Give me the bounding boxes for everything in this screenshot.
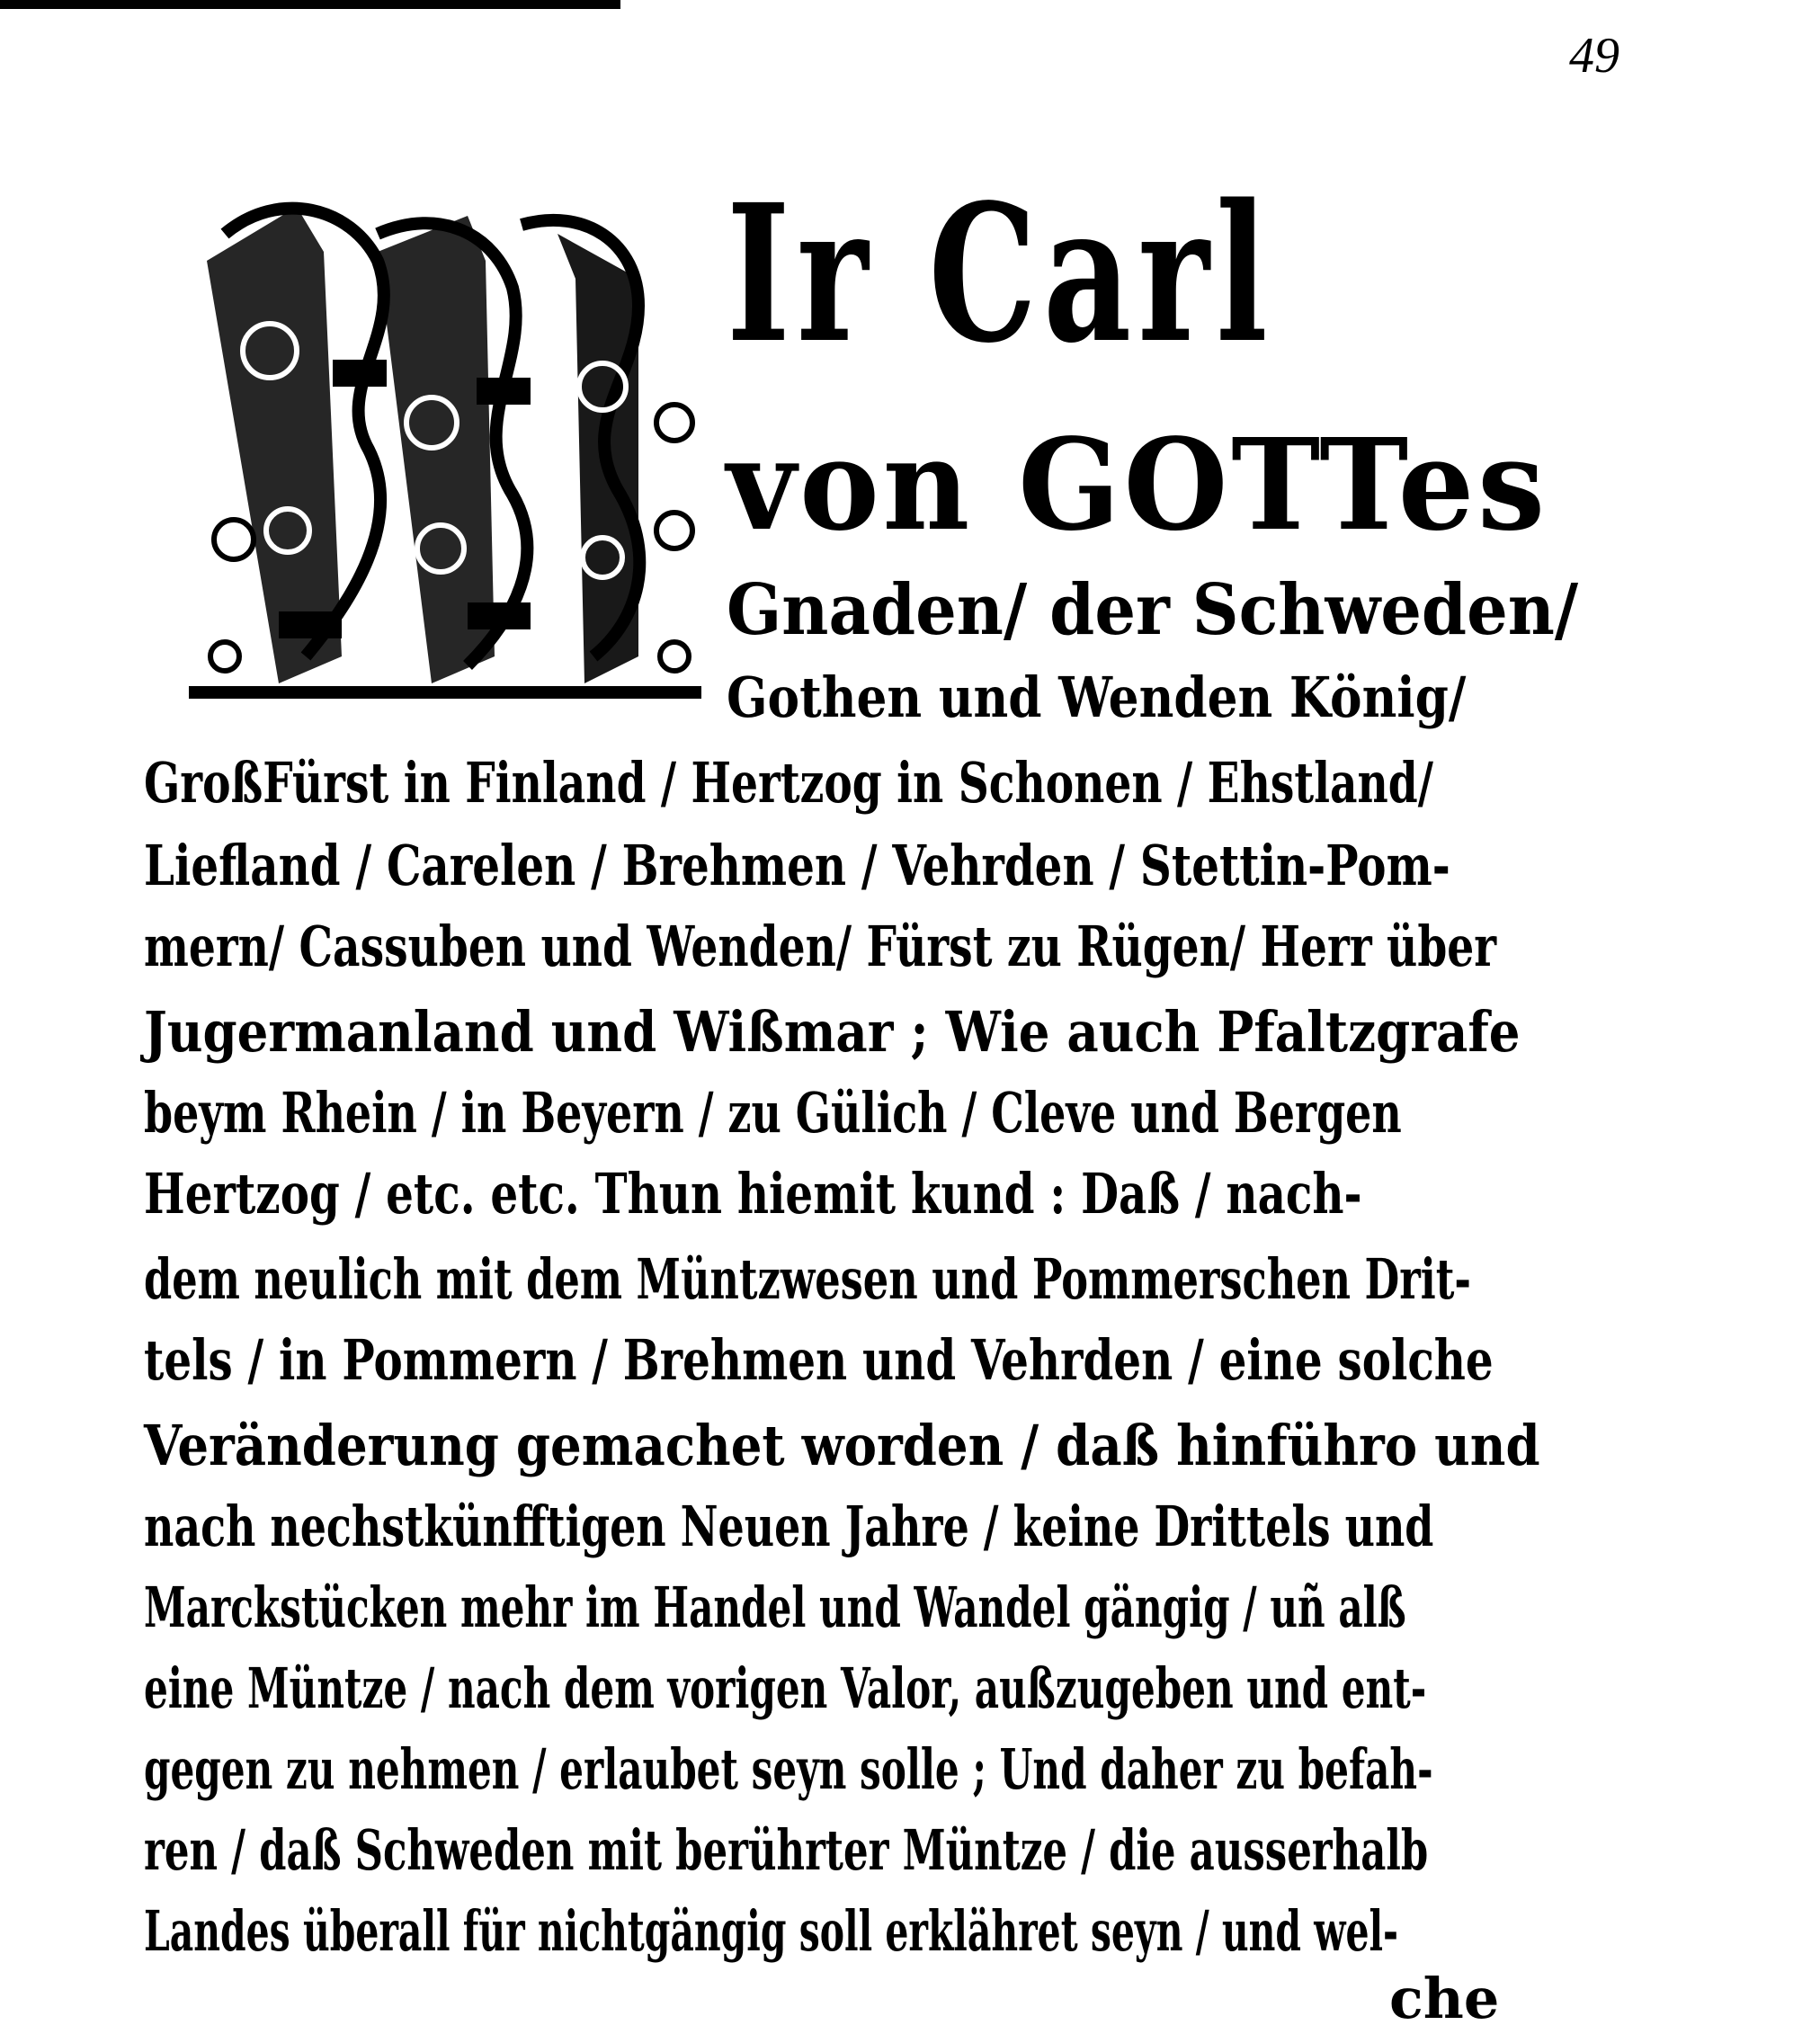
text-line: Veränderung gemachet worden / daß hinführo und	[144, 1413, 1540, 1478]
text-line: tels / in Pommern / Brehmen und Vehrden / eine solche	[144, 1327, 1494, 1393]
ornament-icon	[171, 153, 719, 719]
text-line: dem neulich mit dem Müntzwesen und Pommerschen Drit-	[144, 1246, 1471, 1312]
text-line: gegen zu nehmen / erlaubet seyn solle ; Und daher zu befah-	[144, 1736, 1433, 1802]
text-line: Landes überall für nichtgängig soll erklähret seyn / und wel-	[144, 1898, 1399, 1964]
text-line: ren / daß Schweden mit berührter Müntze / die ausserhalb	[144, 1817, 1429, 1883]
text-line: mern/ Cassuben und Wenden/ Fürst zu Rügen/ Herr über	[144, 914, 1497, 979]
text-line: nach nechstkünfftigen Neuen Jahre / keine Drittels und	[144, 1494, 1434, 1559]
catchword: che	[1389, 1966, 1500, 2031]
scan-edge-bar	[0, 0, 620, 9]
text-line: Marckstücken mehr im Handel und Wandel gängig / uñ alß	[144, 1575, 1406, 1640]
text-line: Liefland / Carelen / Brehmen / Vehrden / Stettin-Pom-	[144, 833, 1450, 898]
text-line: Gnaden/ der Schweden/	[727, 569, 1579, 651]
text-line: Jugermanland und Wißmar ; Wie auch Pfaltzgrafe	[144, 999, 1521, 1065]
page-number: 49	[1569, 28, 1619, 84]
text-line: Hertzog / etc. etc. Thun hiemit kund : Daß / nach-	[144, 1161, 1362, 1227]
text-line: GroßFürst in Finland / Hertzog in Schonen / Ehstland/	[144, 750, 1433, 816]
heading-ir-carl: Ir Carl	[727, 163, 1274, 385]
text-line: Gothen und Wenden König/	[727, 665, 1467, 730]
text-line: beym Rhein / in Beyern / zu Gülich / Cleve und Bergen	[144, 1080, 1402, 1146]
text-line: eine Müntze / nach dem vorigen Valor, außzugeben und ent-	[144, 1655, 1427, 1721]
heading-von-gottes: von GOTTes	[727, 412, 1548, 559]
decorated-initial-w	[171, 153, 719, 719]
